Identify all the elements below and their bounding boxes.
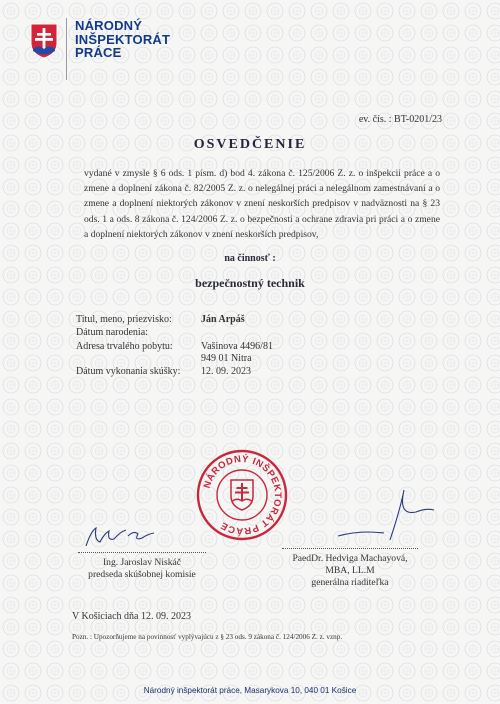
left-signatory-name: Ing. Jaroslav Niskáč	[102, 557, 182, 568]
signature-line-right	[282, 548, 418, 549]
signature-line-left	[78, 552, 206, 553]
page-footer: Národný inšpektorát práce, Masarykova 10, 040 01 Košice	[143, 686, 357, 695]
org-name-line2: INŠPEKTORÁT	[75, 31, 171, 47]
place-and-date: V Košiciach dňa 12. 09. 2023	[72, 611, 191, 622]
address-line2: 949 01 Nitra	[201, 353, 252, 364]
exam-date-value: 12. 09. 2023	[201, 366, 251, 377]
exam-date-label: Dátum vykonania skúšky:	[76, 366, 181, 377]
on-activity-label: na činnosť :	[224, 253, 276, 264]
activity-name: bezpečnostný technik	[195, 276, 305, 290]
legal-preamble: vydané v zmysle § 6 ods. 1 písm. d) bod 4. zákona č. 125/2006 Z. z. o inšpekcii práce a o zmene a doplnení zákona č. 82/2005 Z. z. o nelegálnej práci a nelegálnom zamestnávaní a o zmene a doplnení niektorých zákonov v znení neskorších predpisov v nadväznosti na § 23 ods. 1 a ods. 8 zákona č. 124/2006 Z. z. o bezpečnosti a ochrane zdravia pri práci a o zmene a doplnení niektorých zákonov v znení neskorších predpisov,	[84, 168, 440, 240]
right-signatory-name: PaedDr. Hedviga Machayová,	[292, 553, 408, 564]
reference-number: ev. čís. : BT-0201/23	[358, 114, 442, 125]
svg-text:NÁRODNÝ INŠPEKTORÁT PRÁCE: NÁRODNÝ INŠPEKTORÁT PRÁCE	[201, 453, 284, 537]
document-title: OSVEDČENIE	[193, 137, 307, 152]
header-divider	[66, 18, 67, 80]
right-signatory-role: generálna riaditeľka	[311, 577, 389, 588]
slovak-coat-of-arms-icon	[30, 23, 58, 59]
signature-left	[82, 522, 162, 552]
official-stamp	[196, 449, 288, 541]
birth-date-label: Dátum narodenia:	[76, 327, 148, 338]
organization-name	[75, 19, 170, 60]
signature-right	[330, 486, 440, 548]
right-signatory-degree: MBA, LL.M	[325, 565, 375, 576]
org-name-line3: PRÁCE	[75, 45, 122, 60]
name-value: Ján Arpáš	[201, 314, 245, 325]
org-name-line1: NÁRODNÝ	[75, 18, 143, 33]
left-signatory-role: predseda skúšobnej komisie	[88, 569, 196, 580]
address-line1: Vašinova 4496/81	[201, 341, 273, 352]
address-label: Adresa trvalého pobytu:	[76, 341, 173, 352]
legal-note: Pozn. : Upozorňujeme na povinnosť vyplývajúcu z § 23 ods. 9 zákona č. 124/2006 Z. z. vznp.	[72, 633, 343, 641]
name-label: Titul, meno, priezvisko:	[76, 314, 172, 325]
